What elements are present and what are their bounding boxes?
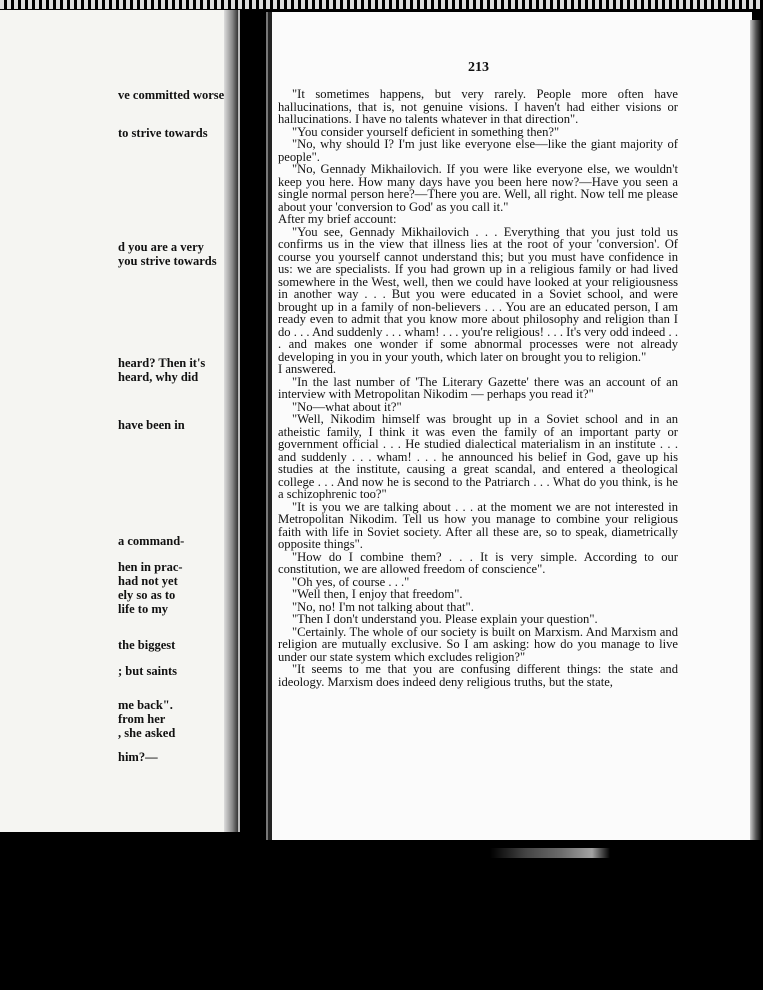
left-page-line: ely so as to bbox=[118, 588, 176, 602]
left-page-line: to strive towards bbox=[118, 126, 208, 140]
paragraph: "No, no! I'm not talking about that". bbox=[292, 599, 474, 614]
book-spine bbox=[224, 10, 238, 832]
paragraph: "How do I combine them? . . . It is very simple. According to our constitution, we are allowed freedom of conscience". bbox=[278, 549, 678, 576]
left-page-line: hen in prac- bbox=[118, 560, 183, 574]
paragraph: "You see, Gennady Mikhailovich . . . Everything that you just told us confirms us in the view that illness lies at the root of your 'conversion'. Of course you yourself cannot understand this; but you must have confidence in us: we are specialists. If you had grown up in a religious family or had lived somewhere in the West, well, then we could have looked at your religiousness in another way . . . But you were educated in a Soviet school, and were brought up in a family of non-believers . . . You are an educated person, I am ready even to admit that you know more about philosophy and religion than I do . . . And suddenly . . . wham! . . . you're religious! . . . It's very odd indeed . . . and makes one wonder if some abnormal processes were not already developing in you in your youth, which later on brought you to religion." bbox=[278, 224, 678, 364]
paragraph: "It seems to me that you are confusing different things: the state and ideology. Marxism does indeed deny religious truths, but the state, bbox=[278, 662, 678, 689]
paragraph: "Oh yes, of course . . ." bbox=[292, 574, 410, 589]
scan-artifact bbox=[490, 848, 610, 858]
paragraph: "You consider yourself deficient in something then?" bbox=[292, 124, 560, 139]
paragraph: "Well then, I enjoy that freedom". bbox=[292, 587, 463, 601]
left-page-line: ve committed worse bbox=[118, 88, 225, 102]
left-page-line: you strive towards bbox=[118, 254, 217, 268]
left-page-line: me back". bbox=[118, 698, 173, 712]
paragraph: "It is you we are talking about . . . at the moment we are not interested in Metropolitan Nikodim. Tell us how you manage to combine your religious faith with life in Soviet society. After all these are, so to speak, diametrically opposite things". bbox=[278, 499, 678, 551]
paragraph: "No—what about it?" bbox=[292, 399, 402, 414]
paragraph: "Then I don't understand you. Please explain your question". bbox=[292, 612, 598, 626]
left-page-line: heard, why did bbox=[118, 370, 199, 384]
left-page-line: d you are a very bbox=[118, 240, 204, 254]
left-page bbox=[0, 10, 240, 832]
paragraph: "No, Gennady Mikhailovich. If you were like everyone else, we wouldn't keep you here. How many days have you been here now?—Have you seen a single normal person here?—There you are. Well, all right. Now tell me please about your 'conversion to God' as you call it." bbox=[278, 162, 678, 214]
left-page-line: , she asked bbox=[118, 726, 176, 740]
page-number: 213 bbox=[468, 60, 489, 75]
left-page-line: a command- bbox=[118, 534, 185, 548]
left-page-line: the biggest bbox=[118, 638, 176, 652]
paragraph: "It sometimes happens, but very rarely. People more often have hallucinations, that is, not genuine visions. I haven't had either visions or hallucinations. I have no talents whatever in that direction". bbox=[278, 87, 678, 126]
paragraph: "In the last number of 'The Literary Gazette' there was an account of an interview with Metropolitan Nikodim — perhaps you read it?" bbox=[278, 374, 678, 401]
left-page-text bbox=[0, 10, 224, 832]
scan-top-border bbox=[0, 0, 763, 9]
left-page-line: have been in bbox=[118, 418, 185, 432]
left-page-line: life to my bbox=[118, 602, 168, 616]
left-page-line: heard? Then it's bbox=[118, 356, 206, 370]
paragraph: "No, why should I? I'm just like everyone else—like the giant majority of people". bbox=[278, 137, 678, 164]
left-page-line: ; but saints bbox=[118, 664, 178, 678]
paragraph: "Well, Nikodim himself was brought up in a Soviet school and in an atheistic family, I think it was even the family of an important party or government official . . . He studied dialectical materialism in an institute . . . and suddenly . . . wham! . . . he announced his belief in God, gave up his studies at the institute, causing a great scandal, and entered a theological college . . . And now he is second to the Patriarch . . . What do you think, is he a schizophrenic too?" bbox=[278, 412, 678, 501]
left-page-line: had not yet bbox=[118, 574, 178, 588]
paragraph: I answered. bbox=[278, 362, 337, 376]
right-page bbox=[268, 12, 752, 840]
left-page-line: him?— bbox=[118, 750, 158, 764]
paragraph: After my brief account: bbox=[278, 212, 397, 226]
body-text bbox=[278, 88, 678, 688]
page-edge bbox=[750, 20, 762, 840]
left-page-line: from her bbox=[118, 712, 166, 726]
paragraph: "Certainly. The whole of our society is built on Marxism. And Marxism and religion are mutually exclusive. So I am asking: how do you manage to live under our state system which excludes religion?" bbox=[278, 624, 678, 664]
